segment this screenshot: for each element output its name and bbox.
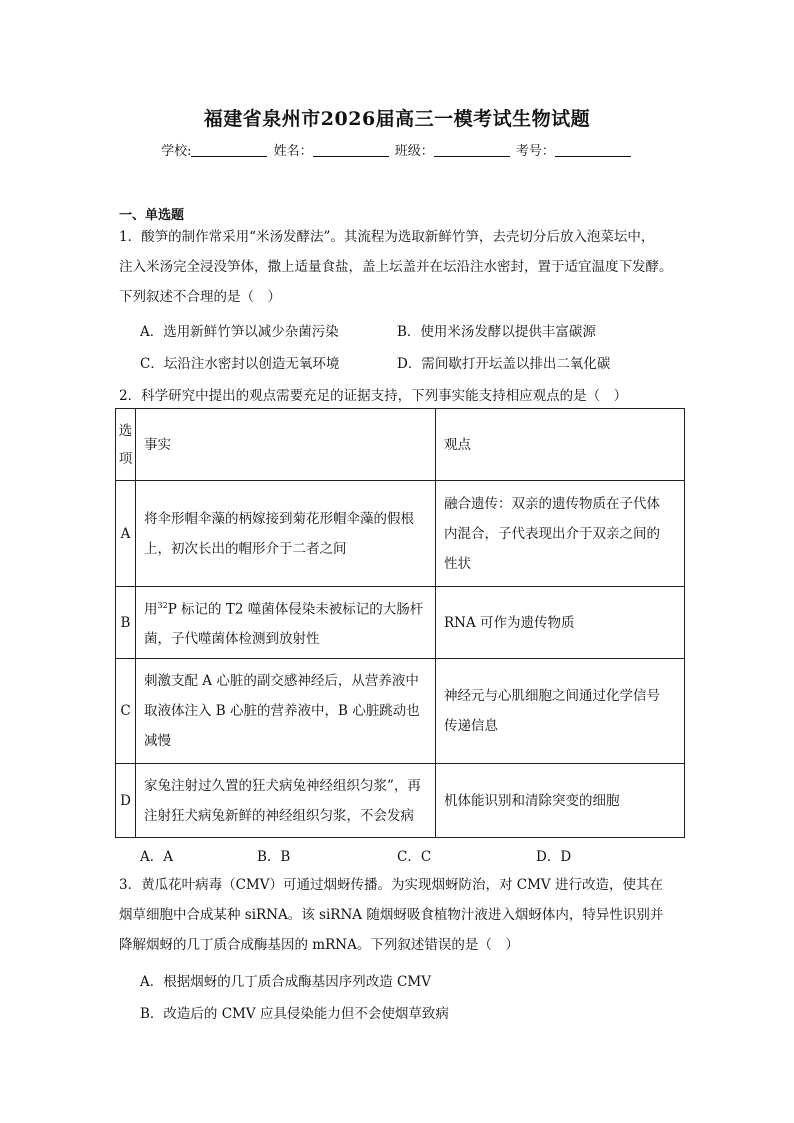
fact-line: 菌，子代噬菌体检测到放射性: [144, 631, 320, 648]
fact-line: 将伞形帽伞藻的柄嫁接到菊花形帽伞藻的假根: [144, 510, 414, 527]
row-fact-d: [136, 764, 436, 838]
table-row: [116, 481, 685, 587]
question-line: 下列叙述不合理的是（ ）: [119, 289, 281, 305]
view-line: 机体能识别和清除突变的细胞: [444, 792, 620, 809]
table-row: [116, 764, 685, 838]
fact-line: [144, 591, 427, 625]
page-title: 福建省泉州市2026届高三一模考试生物试题: [203, 108, 591, 130]
question-line: 降解烟蚜的几丁质合成酶基因的 mRNA。下列叙述错误的是（ ）: [119, 937, 519, 953]
question-line: 3．黄瓜花叶病毒（CMV）可通过烟蚜传播。为实现烟蚜防治，对 CMV 进行改造，使其在: [119, 877, 663, 893]
q3-option-b[interactable]: B．改造后的 CMV 应具侵染能力但不会使烟草致病: [140, 1006, 449, 1022]
view-line: 内混合，子代表现出介于双亲之间的: [444, 525, 660, 542]
row-fact-c: [136, 659, 436, 764]
fact-line: 上，初次长出的帽形介于二者之间: [144, 540, 347, 557]
question-2-table: [115, 408, 685, 838]
q1-option-c[interactable]: C．坛沿注水密封以创造无氧环境: [140, 356, 340, 372]
row-view-d: [436, 764, 685, 838]
fact-text: P 标记的 T2 噬菌体侵染未被标记的大肠杆: [167, 601, 424, 618]
fact-line: 刺激支配 A 心脏的副交感神经后，从营养液中: [144, 673, 419, 689]
table-row: [116, 587, 685, 659]
q1-option-a[interactable]: A．选用新鲜竹笋以减少杂菌污染: [140, 324, 339, 340]
number-blank[interactable]: [555, 144, 631, 157]
class-label: 班级：: [394, 144, 434, 159]
row-view-a: [436, 481, 685, 587]
question-2-stem: 2．科学研究中提出的观点需要充足的证据支持，下列事实能支持相应观点的是（ ）: [119, 388, 628, 404]
question-3-stem: [119, 870, 684, 960]
row-fact-a: [136, 481, 436, 587]
school-label: 学校:: [161, 144, 192, 159]
view-line: 传递信息: [444, 718, 498, 734]
question-line: 烟草细胞中合成某种 siRNA。该 siRNA 随烟蚜吸食植物汁液进入烟蚜体内，特异性识别并: [119, 907, 664, 923]
fact-line: 注射狂犬病兔新鲜的神经组织匀浆，不会发病: [144, 807, 414, 824]
q2-option-a[interactable]: A．A: [140, 849, 173, 865]
fact-prefix: 用: [144, 601, 158, 618]
name-label: 姓名：: [273, 144, 313, 159]
header-fact-cell: 事实: [136, 409, 436, 481]
table-header-row: [116, 409, 685, 481]
view-line: RNA 可作为遗传物质: [444, 614, 575, 631]
q1-option-b[interactable]: B．使用米汤发酵以提供丰富碳源: [397, 324, 596, 340]
header-view-cell: 观点: [436, 409, 685, 481]
name-blank[interactable]: [313, 144, 389, 157]
number-label: 考号：: [515, 144, 555, 159]
table-row: [116, 659, 685, 764]
q1-option-d[interactable]: D．需间歇打开坛盖以排出二氧化碳: [397, 356, 611, 372]
student-info-line: [0, 140, 794, 159]
question-line: 注入米汤完全浸没笋体，撒上适量食盐，盖上坛盖并在坛沿注水密封，置于适宜温度下发酵。: [119, 259, 673, 275]
view-line: 神经元与心肌细胞之间通过化学信号: [444, 688, 660, 704]
q2-option-b[interactable]: B．B: [257, 849, 291, 865]
view-line: 融合遗传：双亲的遗传物质在子代体: [444, 495, 660, 512]
row-fact-b: [136, 587, 436, 659]
fact-line: 取液体注入 B 心脏的营养液中，B 心脏跳动也: [144, 703, 420, 719]
q3-option-a[interactable]: A．根据烟蚜的几丁质合成酶基因序列改造 CMV: [140, 974, 431, 990]
row-option-a: A: [116, 481, 136, 587]
q2-option-d[interactable]: D．D: [536, 849, 572, 865]
fact-line: 家兔注射过久置的狂犬病兔神经组织匀浆”，再: [144, 777, 421, 794]
fact-line: 减慢: [144, 733, 171, 749]
view-line: 性状: [444, 555, 471, 572]
question-1-stem: [119, 222, 684, 312]
header-option-text: 选项: [118, 422, 133, 467]
row-option-b: B: [116, 587, 136, 659]
row-view-b: [436, 587, 685, 659]
row-option-d: D: [116, 764, 136, 838]
row-option-c: C: [116, 659, 136, 764]
section-heading: 一、单选题: [119, 208, 185, 223]
row-view-c: [436, 659, 685, 764]
school-blank[interactable]: [191, 144, 267, 157]
question-line: 1．酸笋的制作常采用“米汤发酵法”。其流程为选取新鲜竹笋，去壳切分后放入泡菜坛中，: [119, 229, 655, 245]
q2-option-c[interactable]: C．C: [397, 849, 432, 865]
class-blank[interactable]: [434, 144, 510, 157]
isotope-superscript: 32: [157, 600, 168, 610]
header-option-cell: [116, 409, 136, 481]
